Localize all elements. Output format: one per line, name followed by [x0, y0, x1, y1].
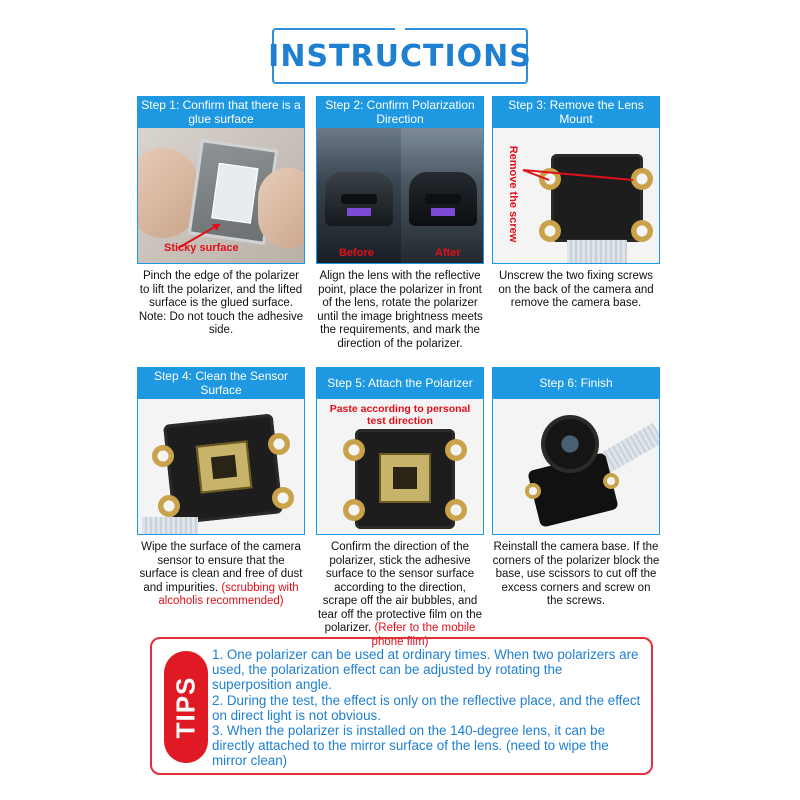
step-4-header: Step 4: Clean the Sensor Surface: [137, 367, 305, 399]
step-5-header: Step 5: Attach the Polarizer: [316, 367, 484, 399]
tip-item: 2. During the test, the effect is only on the reflective place, and the effect on direct light is not obvious.: [212, 692, 641, 723]
page-title-box: [268, 28, 532, 84]
arrow-icon: [493, 128, 660, 264]
lens-icon: [541, 415, 599, 473]
mount-hole: [268, 433, 290, 455]
step-5-description-text: Confirm the direction of the polarizer, stick the adhesive surface to the sensor surface according to the direction, scrape off the air bubbles, and tear off the protective film on the polarizer.: [317, 541, 483, 634]
mount-hole: [525, 483, 541, 499]
step-4-description-text: Wipe the surface of the camera sensor to ensure that the surface is clean and free of dust and impurities.: [139, 541, 303, 594]
step-4-description: [137, 541, 305, 609]
remove-screw-label: Remove the screw: [507, 145, 519, 243]
tips-badge: [164, 651, 208, 763]
step-2-description: Align the lens with the reflective point, place the polarizer in front of the lens, rotate the polarizer until the image brightness meets the requirements, and mark the direction of the polarizer.: [317, 270, 483, 350]
step-4-note: (scrubbing with alcoholis recommended): [158, 581, 299, 607]
mount-hole: [343, 499, 365, 521]
step-6-image: [492, 399, 660, 535]
step-4-image: [137, 399, 305, 535]
mount-hole: [152, 445, 174, 467]
step-1-image: [137, 128, 305, 264]
step-1: [137, 96, 305, 338]
image-sensor: [196, 440, 253, 493]
step-4: [137, 367, 305, 609]
mount-hole: [445, 499, 467, 521]
step-6: [492, 367, 660, 609]
mount-hole: [445, 439, 467, 461]
step-5-image: [316, 399, 484, 535]
step-2-header: Step 2: Confirm Polarization Direction: [316, 96, 484, 128]
step-5-description: [316, 541, 484, 649]
step-3-description: Unscrew the two fixing screws on the back of the camera and remove the camera base.: [498, 270, 654, 309]
car-before-photo: [317, 128, 401, 263]
tips-list: [212, 647, 644, 769]
after-label: After: [435, 247, 461, 259]
step-1-header: Step 1: Confirm that there is a glue surface: [137, 96, 305, 128]
mount-hole: [158, 495, 180, 517]
step-2: [316, 96, 484, 351]
step-6-description: Reinstall the camera base. If the corners of the polarizer block the base, use scissors to cut off the excess corners and screw on the screws.: [492, 541, 660, 607]
paste-direction-label: Paste according to personal test direction: [329, 403, 471, 427]
before-label: Before: [339, 247, 374, 259]
step-1-description: Pinch the edge of the polarizer to lift the polarizer, and the lifted surface is the glued surface. Note: Do not touch the adhesive side.: [138, 270, 304, 336]
step-3-image: [492, 128, 660, 264]
step-5: [316, 367, 484, 649]
mount-hole: [272, 487, 294, 509]
image-sensor: [379, 453, 431, 503]
tips-badge-label: TIPS: [170, 676, 201, 738]
mount-hole: [343, 439, 365, 461]
step-3-header: Step 3: Remove the Lens Mount: [492, 96, 660, 128]
sticky-surface-label: Sticky surface: [164, 242, 239, 254]
tip-item: 3. When the polarizer is installed on the 140-degree lens, it can be directly attached to the mirror surface of the lens. (need to wipe the mirror clean): [212, 723, 609, 769]
tip-item: 1. One polarizer can be used at ordinary times. When two polarizers are used, the polarization effect can be adjusted by rotating the superposition angle.: [212, 647, 639, 693]
ribbon-cable: [142, 517, 198, 535]
step-5-note: (Refer to the mobile phone film): [371, 622, 476, 648]
step-6-header: Step 6: Finish: [492, 367, 660, 399]
page-title: INSTRUCTIONS: [268, 38, 532, 74]
step-2-image: [316, 128, 484, 264]
tips-box: [150, 637, 653, 775]
car-after-photo: [401, 128, 484, 263]
step-3: [492, 96, 660, 311]
mount-hole: [603, 473, 619, 489]
